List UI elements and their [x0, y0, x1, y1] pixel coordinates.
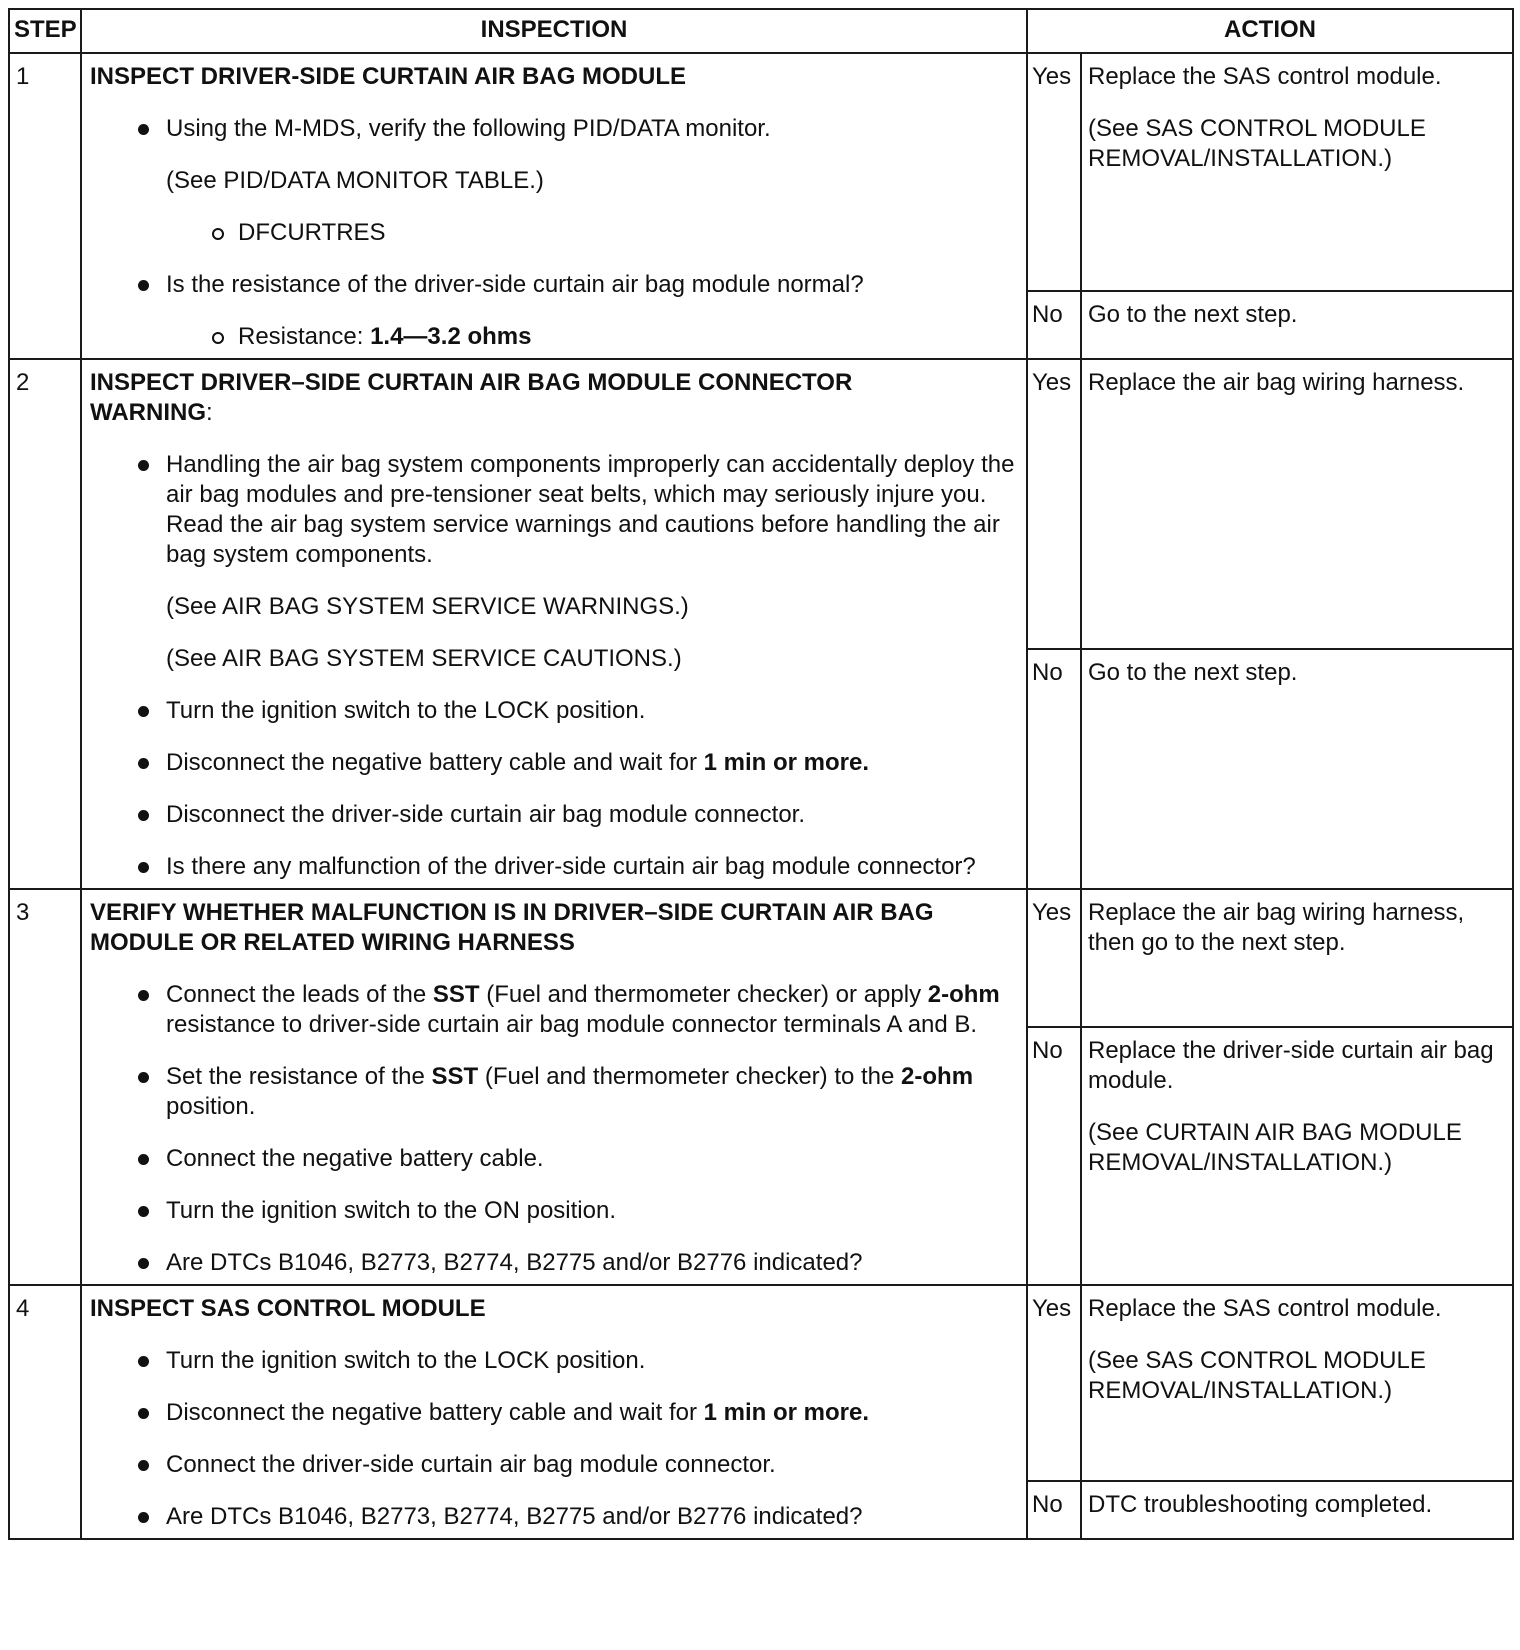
- sub-item: [90, 322, 1018, 352]
- spec-value: 1.4—3.2 ohms: [370, 323, 532, 350]
- warning-colon: :: [206, 399, 213, 426]
- bullet-text: (Fuel and thermometer checker) or apply: [479, 981, 928, 1008]
- reference-link: (See SAS CONTROL MODULE REMOVAL/INSTALLATION.): [1088, 115, 1426, 172]
- no-action: DTC troubleshooting completed.: [1081, 1481, 1513, 1539]
- reference-link: (See AIR BAG SYSTEM SERVICE WARNINGS.): [166, 593, 689, 620]
- reference-link: (See SAS CONTROL MODULE REMOVAL/INSTALLATION.): [1088, 1347, 1426, 1404]
- spec-label: Resistance:: [238, 323, 371, 350]
- bullet-text: (Fuel and thermometer checker) to the: [478, 1063, 902, 1090]
- action-text: Replace the driver-side curtain air bag module.: [1088, 1037, 1494, 1094]
- no-label: No: [1027, 291, 1081, 359]
- yes-label: Yes: [1027, 53, 1081, 291]
- bullet-item: [90, 748, 1018, 778]
- step-number: 2: [9, 359, 81, 889]
- no-label: No: [1027, 649, 1081, 889]
- step-3-inspection: [81, 889, 1027, 1285]
- step-title: INSPECT SAS CONTROL MODULE: [90, 1295, 486, 1322]
- no-action: Go to the next step.: [1081, 291, 1513, 359]
- bullet-text: Connect the leads of the: [166, 981, 433, 1008]
- sub-item: DFCURTRES: [90, 218, 1018, 248]
- bullet-item: Connect the driver-side curtain air bag module connector.: [90, 1450, 1018, 1480]
- step-header: STEP: [9, 9, 81, 53]
- yes-action: Replace the air bag wiring harness, then go to the next step.: [1081, 889, 1513, 1027]
- bullet-text: resistance to driver-side curtain air bag module connector terminals A and B.: [166, 1011, 978, 1038]
- yes-label: Yes: [1027, 359, 1081, 649]
- bullet-text: position.: [166, 1093, 256, 1120]
- step-title-text: INSPECT DRIVER–SIDE CURTAIN AIR BAG MODULE CONNECTOR: [90, 369, 853, 396]
- step-1-yes-row: [9, 53, 1513, 291]
- bullet-item: [90, 1062, 1018, 1122]
- bullet-emphasis: SST: [431, 1063, 479, 1090]
- bullet-item: Turn the ignition switch to the LOCK position.: [90, 1346, 1018, 1376]
- bullet-item: Handling the air bag system components improperly can accidentally deploy the air bag modules and pre-tensioner seat belts, which may seriously injure you. Read the air bag system service warnings and cautions before handling the air bag system components.: [90, 450, 1018, 570]
- bullet-item: [90, 980, 1018, 1040]
- no-action: Go to the next step.: [1081, 649, 1513, 889]
- bullet-item: Turn the ignition switch to the ON position.: [90, 1196, 1018, 1226]
- step-title: VERIFY WHETHER MALFUNCTION IS IN DRIVER–SIDE CURTAIN AIR BAG MODULE OR RELATED WIRING HARNESS: [90, 899, 934, 956]
- bullet-item: Is the resistance of the driver-side curtain air bag module normal?: [90, 270, 1018, 300]
- step-4-yes-row: [9, 1285, 1513, 1481]
- inspection-header: INSPECTION: [81, 9, 1027, 53]
- table-header-row: [9, 9, 1513, 53]
- troubleshooting-table: [8, 8, 1514, 1540]
- step-3-yes-row: [9, 889, 1513, 1027]
- reference-link: (See CURTAIN AIR BAG MODULE REMOVAL/INSTALLATION.): [1088, 1119, 1462, 1176]
- bullet-emphasis: 1 min or more.: [703, 1399, 870, 1426]
- no-action: [1081, 1027, 1513, 1285]
- bullet-emphasis: SST: [432, 981, 480, 1008]
- step-2-yes-row: [9, 359, 1513, 649]
- action-header: ACTION: [1027, 9, 1513, 53]
- bullet-item: Using the M-MDS, verify the following PID/DATA monitor.: [90, 114, 1018, 144]
- bullet-item: Is there any malfunction of the driver-side curtain air bag module connector?: [90, 852, 1018, 882]
- step-2-inspection: [81, 359, 1027, 889]
- bullet-emphasis: 2-ohm: [901, 1063, 974, 1090]
- bullet-text: Disconnect the negative battery cable and wait for: [166, 1399, 704, 1426]
- action-text: Replace the SAS control module.: [1088, 63, 1442, 90]
- yes-label: Yes: [1027, 1285, 1081, 1481]
- bullet-item: Are DTCs B1046, B2773, B2774, B2775 and/or B2776 indicated?: [90, 1502, 1018, 1532]
- step-number: 4: [9, 1285, 81, 1539]
- procedure-document: [8, 8, 1512, 1540]
- no-label: No: [1027, 1027, 1081, 1285]
- yes-label: Yes: [1027, 889, 1081, 1027]
- bullet-text: Set the resistance of the: [166, 1063, 432, 1090]
- yes-action: [1081, 1285, 1513, 1481]
- step-number: 1: [9, 53, 81, 359]
- step-1-inspection: [81, 53, 1027, 359]
- bullet-item: Disconnect the driver-side curtain air bag module connector.: [90, 800, 1018, 830]
- bullet-item: Connect the negative battery cable.: [90, 1144, 1018, 1174]
- reference-link: (See PID/DATA MONITOR TABLE.): [166, 167, 544, 194]
- step-4-inspection: [81, 1285, 1027, 1539]
- no-label: No: [1027, 1481, 1081, 1539]
- step-number: 3: [9, 889, 81, 1285]
- action-text: Replace the SAS control module.: [1088, 1295, 1442, 1322]
- bullet-emphasis: 2-ohm: [927, 981, 1000, 1008]
- warning-label: WARNING: [90, 399, 206, 426]
- bullet-emphasis: 1 min or more.: [703, 749, 870, 776]
- step-title: INSPECT DRIVER-SIDE CURTAIN AIR BAG MODULE: [90, 63, 687, 90]
- yes-action: Replace the air bag wiring harness.: [1081, 359, 1513, 649]
- bullet-item: Are DTCs B1046, B2773, B2774, B2775 and/or B2776 indicated?: [90, 1248, 1018, 1278]
- yes-action: [1081, 53, 1513, 291]
- reference-link: (See AIR BAG SYSTEM SERVICE CAUTIONS.): [166, 645, 682, 672]
- bullet-text: Disconnect the negative battery cable and wait for: [166, 749, 704, 776]
- step-title: [90, 368, 1018, 428]
- bullet-item: [90, 1398, 1018, 1428]
- bullet-item: Turn the ignition switch to the LOCK position.: [90, 696, 1018, 726]
